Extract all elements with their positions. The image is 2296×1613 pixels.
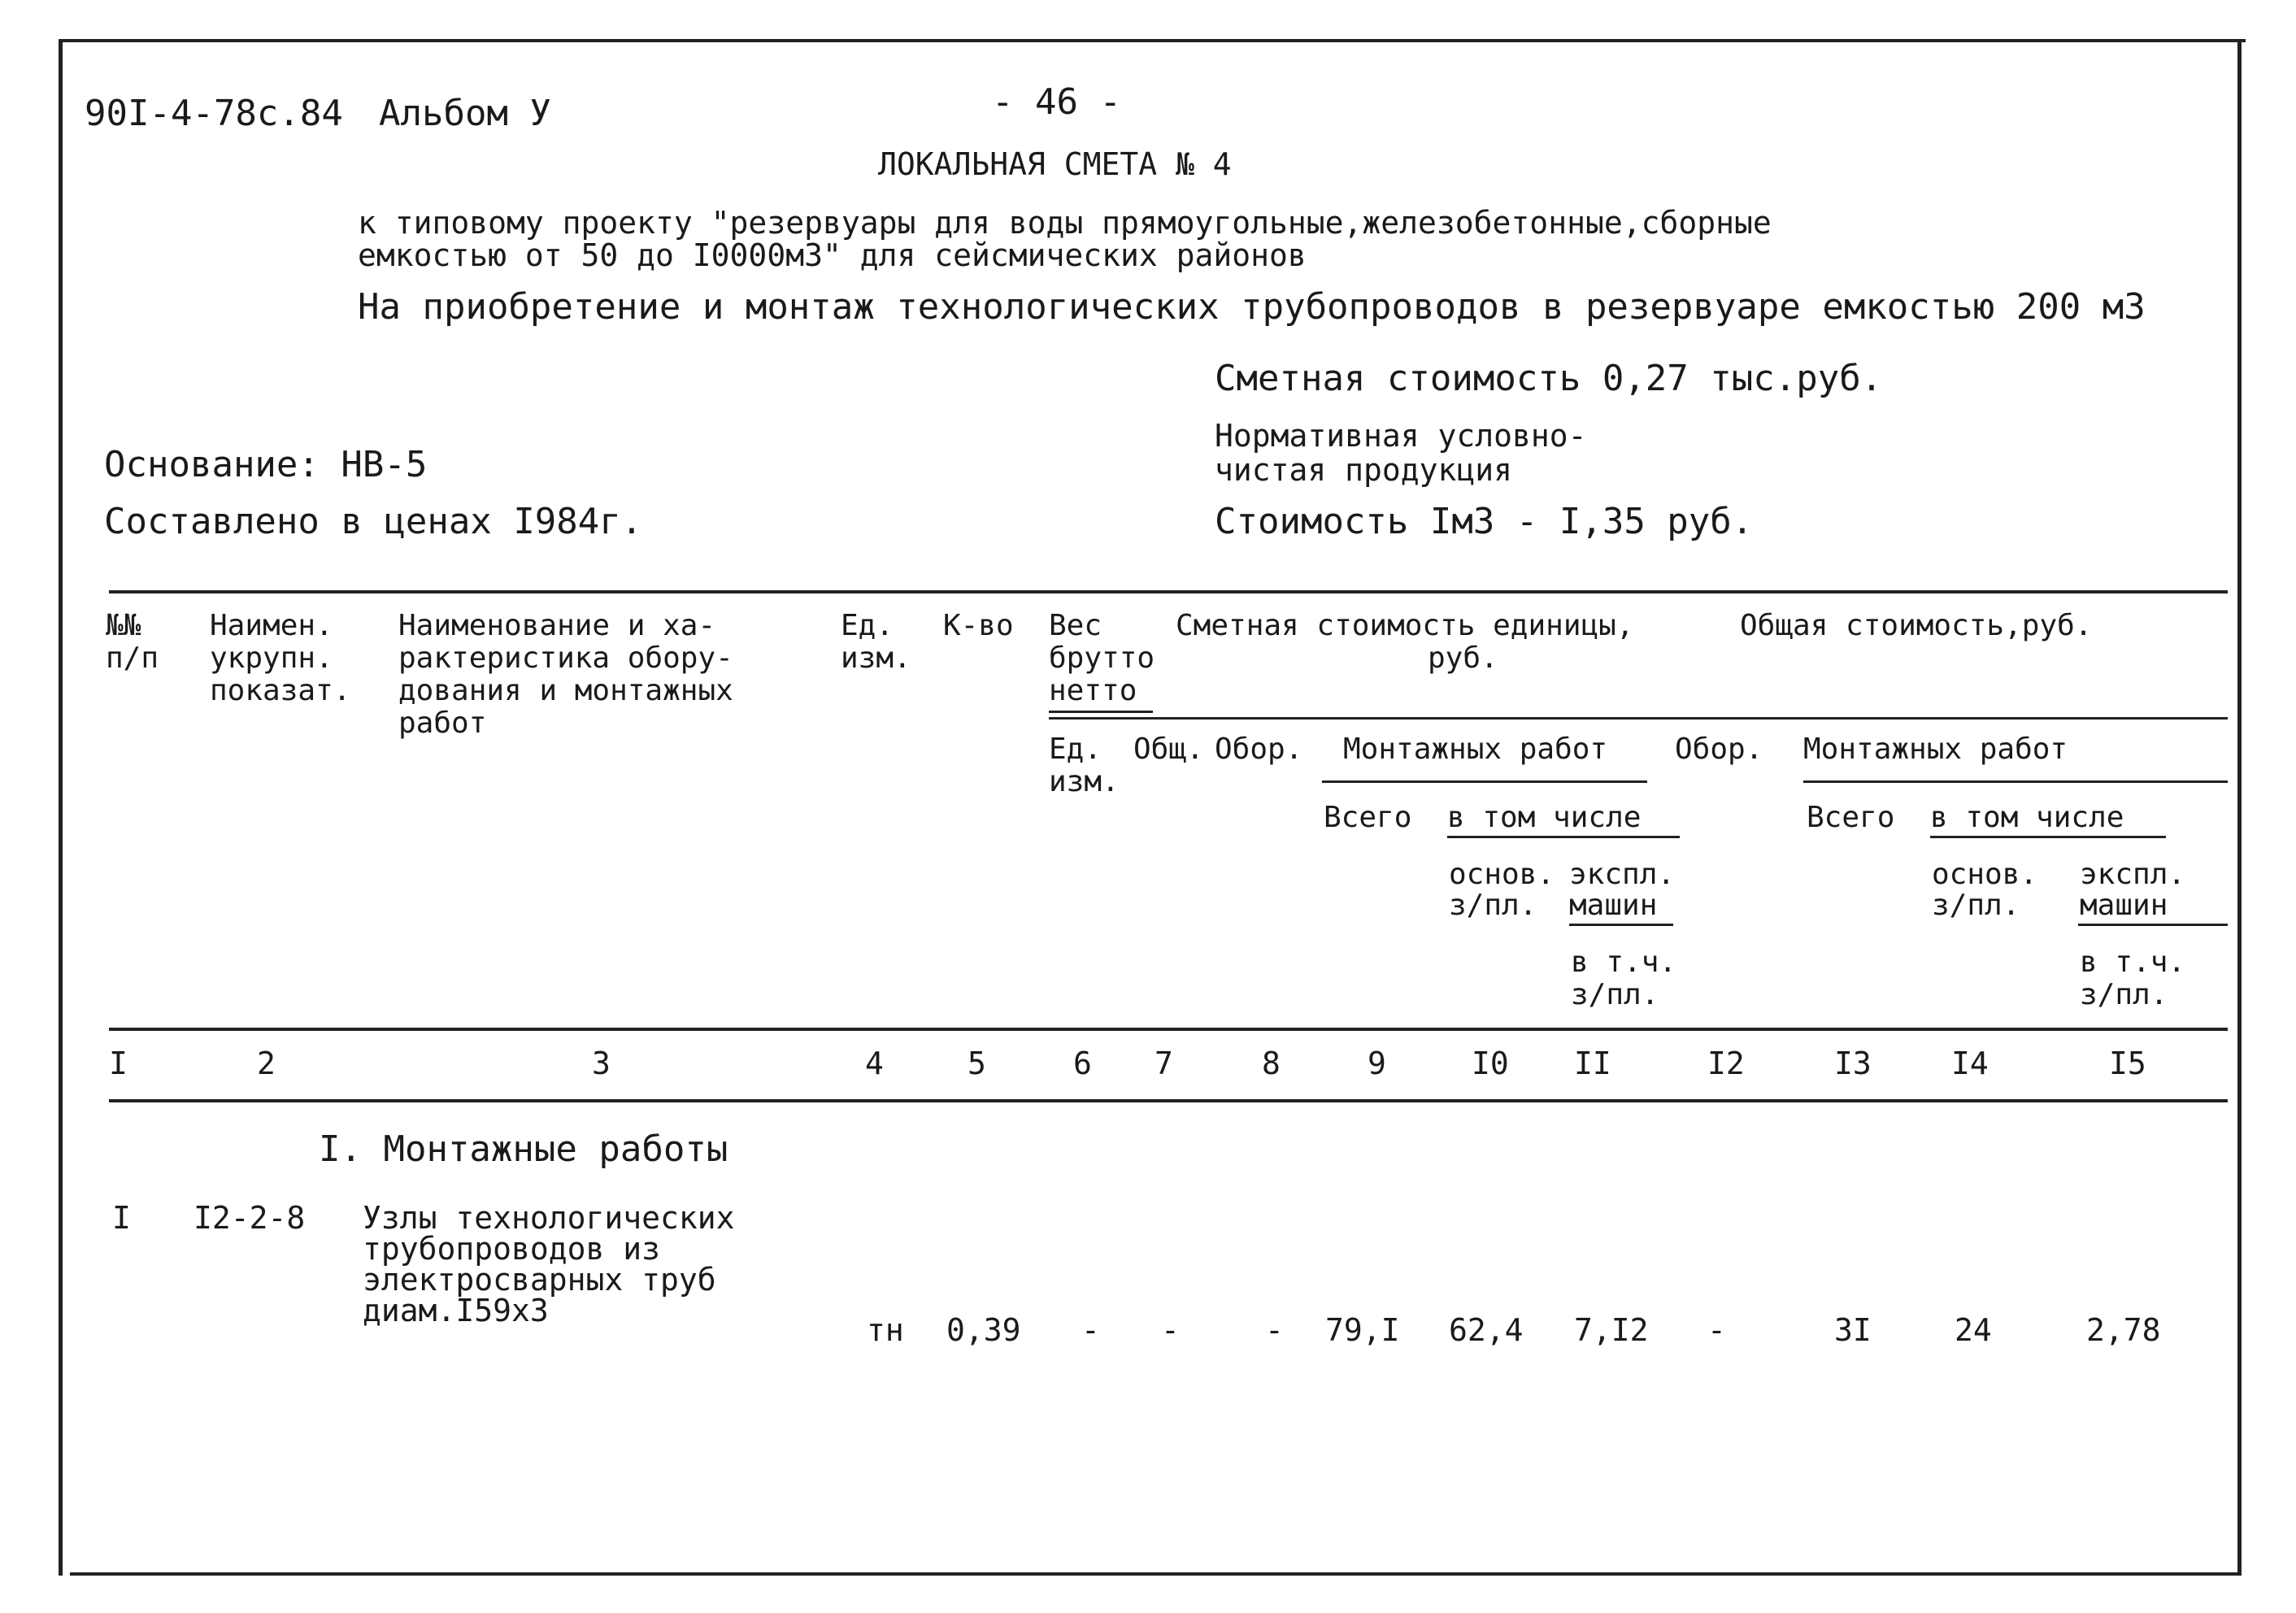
colnum-11: II	[1574, 1046, 1611, 1081]
document-title: ЛОКАЛЬНАЯ СМЕТА № 4	[878, 146, 1232, 182]
colnum-12: I2	[1707, 1046, 1745, 1081]
machines-underline	[1569, 924, 1673, 926]
total-label: Всего	[1324, 801, 1412, 834]
col2-header-b: укрупн.	[210, 641, 333, 675]
total-label-2: Всего	[1807, 801, 1895, 834]
row-name-2: трубопроводов из	[363, 1231, 661, 1267]
normative-line-2: чистая продукция	[1215, 452, 1513, 488]
colnum-6: 6	[1073, 1046, 1092, 1081]
purpose-line: На приобретение и монтаж технологических трубопроводов в резервуаре емкостью 200 м3	[358, 286, 2146, 328]
colnum-3: 3	[592, 1046, 611, 1081]
incl-label: в том числе	[1447, 801, 1642, 834]
col3-header-b: рактеристика обору-	[398, 641, 733, 675]
col2-header-a: Наимен.	[210, 609, 333, 642]
weight-total: Общ.	[1133, 733, 1204, 766]
row-c10: 62,4	[1449, 1312, 1524, 1348]
row-c12: -	[1707, 1312, 1726, 1348]
page-number: - 46 -	[992, 81, 1121, 123]
machines-2a: экспл.	[2080, 858, 2186, 891]
prices-year: Составлено в ценах I984г.	[104, 501, 643, 542]
colnum-8: 8	[1262, 1046, 1281, 1081]
row-c6: -	[1081, 1312, 1100, 1348]
netto-underline	[1049, 711, 1153, 713]
weight-unit-b: изм.	[1049, 765, 1120, 798]
colnum-9: 9	[1368, 1046, 1386, 1081]
colnum-5: 5	[968, 1046, 986, 1081]
colnum-1: I	[109, 1046, 128, 1081]
row-qty: 0,39	[946, 1312, 1021, 1348]
normative-line-1: Нормативная условно-	[1215, 418, 1587, 454]
colnum-13: I3	[1834, 1046, 1872, 1081]
estimate-cost: Сметная стоимость 0,27 тыс.руб.	[1215, 358, 1883, 399]
machines-a: экспл.	[1569, 858, 1676, 891]
doc-code: 90I-4-78c.84	[85, 93, 343, 134]
unit-cost-header: Сметная стоимость единицы,	[1176, 609, 1634, 642]
mount-header-2: Монтажных работ	[1803, 733, 2068, 766]
machines-2-underline	[2078, 924, 2228, 926]
incl-wage-a: в т.ч.	[1571, 946, 1677, 979]
page-frame-right	[2237, 39, 2242, 1576]
page-frame-top	[59, 39, 2246, 42]
row-c14: 24	[1955, 1312, 1992, 1348]
row-unit: тн	[867, 1312, 904, 1348]
album-label: Альбом У	[379, 93, 551, 134]
colnum-15: I5	[2109, 1046, 2146, 1081]
incl-label-2: в том числе	[1930, 801, 2124, 834]
total-cost-header: Общая стоимость,руб.	[1740, 609, 2093, 642]
equip-header-2: Обор.	[1675, 733, 1763, 766]
col3-header-c: дования и монтажных	[398, 674, 733, 707]
incl-underline	[1447, 836, 1680, 838]
header-bottom-rule	[109, 1028, 2228, 1031]
mount-header: Монтажных работ	[1343, 733, 1608, 766]
project-line-2: емкостью от 50 до I0000м3" для сейсмических районов	[358, 237, 1307, 273]
weight-header-c: нетто	[1049, 674, 1137, 707]
row-c13: 3I	[1834, 1312, 1872, 1348]
row-name-1: Узлы технологических	[363, 1200, 735, 1236]
table-top-rule	[109, 590, 2228, 593]
header-rule-2	[1049, 717, 2228, 720]
incl-wage-2b: з/пл.	[2080, 978, 2168, 1011]
weight-header-a: Вес	[1049, 609, 1102, 642]
unit-cost-rub: руб.	[1428, 641, 1498, 675]
incl-wage-2a: в т.ч.	[2080, 946, 2186, 979]
col5-header: К-во	[943, 609, 1014, 642]
col2-header-c: показат.	[210, 674, 351, 707]
row-name-3: электросварных труб	[363, 1262, 716, 1298]
colnum-2: 2	[257, 1046, 276, 1081]
row-c8: -	[1265, 1312, 1284, 1348]
colnum-bottom-rule	[109, 1099, 2228, 1102]
col4-header-b: изм.	[841, 641, 911, 675]
colnum-7: 7	[1155, 1046, 1173, 1081]
row-name-4: диам.I59х3	[363, 1293, 549, 1328]
row-c11: 7,I2	[1574, 1312, 1649, 1348]
col1-header-b: п/п	[106, 641, 159, 675]
machines-2b: машин	[2080, 889, 2168, 922]
row-c9: 79,I	[1325, 1312, 1400, 1348]
section-title: I. Монтажные работы	[319, 1128, 728, 1170]
machines-b: машин	[1569, 889, 1658, 922]
basis: Основание: НВ-5	[104, 444, 428, 485]
incl-wage-b: з/пл.	[1571, 978, 1659, 1011]
incl-underline-2	[1930, 836, 2166, 838]
base-wage-2a: основ.	[1932, 858, 2038, 891]
base-wage-b: з/пл.	[1449, 889, 1537, 922]
weight-unit-a: Ед.	[1049, 733, 1102, 766]
col4-header-a: Ед.	[841, 609, 894, 642]
project-line-1: к типовому проекту "резервуары для воды прямоугольные,железобетонные,сборные	[358, 205, 1772, 241]
row-number: I	[112, 1200, 131, 1236]
base-wage-a: основ.	[1449, 858, 1555, 891]
colnum-4: 4	[865, 1046, 884, 1081]
colnum-14: I4	[1951, 1046, 1989, 1081]
weight-header-b: брутто	[1049, 641, 1155, 675]
col1-header-a: №№	[106, 609, 141, 642]
cost-per-m3: Стоимость Iм3 - I,35 руб.	[1215, 501, 1754, 542]
mount-rule-2	[1803, 780, 2228, 783]
colnum-10: I0	[1472, 1046, 1509, 1081]
row-code: I2-2-8	[194, 1200, 306, 1236]
col3-header-a: Наименование и ха-	[398, 609, 716, 642]
page-frame-bottom	[70, 1572, 2241, 1576]
col3-header-d: работ	[398, 707, 487, 740]
base-wage-2b: з/пл.	[1932, 889, 2020, 922]
row-c15: 2,78	[2086, 1312, 2161, 1348]
page-frame-left	[59, 39, 63, 1576]
mount-rule	[1322, 780, 1647, 783]
equip-header: Обор.	[1215, 733, 1303, 766]
row-c7: -	[1161, 1312, 1180, 1348]
